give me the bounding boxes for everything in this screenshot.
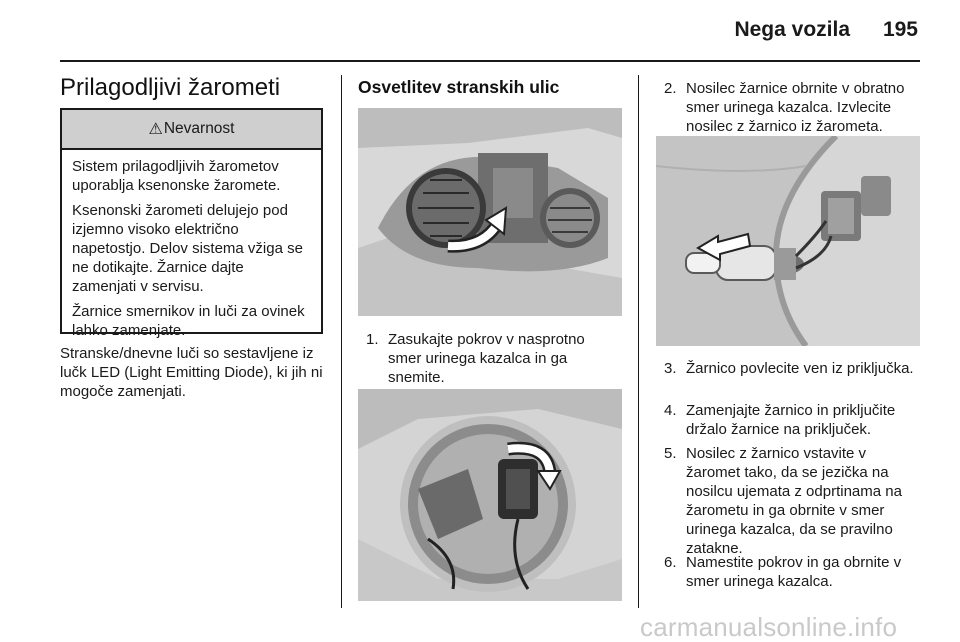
step-number: 1. xyxy=(366,331,379,348)
warning-paragraph: Ksenonski žarometi delujejo pod izjemno visoko električno napetostjo. Delov sistema vžiga se ne dotikajte. Žarnice dajte zamenjati v servisu. xyxy=(72,202,303,295)
watermark: carmanualsonline.info xyxy=(640,612,898,642)
header-section-title: Nega vozila xyxy=(734,18,850,41)
step-number: 4. xyxy=(664,402,677,419)
step-text: Namestite pokrov in ga obrnite v smer urinega kazalca. xyxy=(686,554,902,590)
instruction-step-2 xyxy=(664,79,920,136)
page-number: 195 xyxy=(882,18,918,41)
step-number: 3. xyxy=(664,360,677,377)
column-divider-1 xyxy=(341,75,342,608)
bulb-removal-illustration xyxy=(656,136,920,346)
step-number: 6. xyxy=(664,554,677,571)
instruction-step-4 xyxy=(664,401,920,439)
bulb-holder-illustration xyxy=(358,389,622,601)
warning-paragraph: Sistem prilagodljivih žarometov uporablja ksenonske žaromete. xyxy=(72,158,281,194)
photo-headlamp-cover xyxy=(358,108,622,316)
warning-heading-label: Nevarnost xyxy=(163,120,235,137)
headlamp-cover-illustration xyxy=(358,108,622,316)
column-divider-2 xyxy=(638,75,639,608)
body-paragraph-led: Stranske/dnevne luči so sestavljene iz lučk LED (Light Emitting Diode), ki jih ni mogoče zamenjati. xyxy=(60,345,323,400)
step-text: Zasukajte pokrov v nasprotno smer urinega kazalca in ga snemite. xyxy=(388,331,585,386)
instruction-step-5 xyxy=(664,444,920,558)
instruction-step-6 xyxy=(664,553,920,591)
step-text: Žarnico povlecite ven iz priključka. xyxy=(686,360,914,377)
warning-paragraph: Žarnice smernikov in luči za ovinek lahko zamenjate. xyxy=(72,303,305,339)
step-text: Nosilec žarnice obrnite v obratno smer urinega kazalca. Izvlecite nosilec z žarnico iz žarometa. xyxy=(686,80,905,135)
step-number: 5. xyxy=(664,445,677,462)
warning-body xyxy=(62,150,321,340)
header-rule xyxy=(60,60,920,62)
instruction-step-1 xyxy=(366,330,622,387)
section-title-adaptive-headlights: Prilagodljivi žarometi xyxy=(60,74,281,101)
step-text: Nosilec z žarnico vstavite v žaromet tako, da se jezička na nosilcu ujemata z odprtinama na žarometu in ga obrnite v smer urinega kazalca, da se pravilno zatakne. xyxy=(686,445,902,557)
photo-bulb-removal xyxy=(656,136,920,346)
warning-triangle-icon: ⚠ xyxy=(148,121,163,138)
step-text: Zamenjajte žarnico in priključite držalo žarnice na priključek. xyxy=(686,402,896,438)
photo-bulb-holder xyxy=(358,389,622,601)
step-number: 2. xyxy=(664,80,677,97)
danger-warning-box xyxy=(60,108,323,339)
section-title-cornering-light: Osvetlitev stranskih ulic xyxy=(358,77,560,97)
instruction-step-3 xyxy=(664,359,920,378)
warning-heading xyxy=(62,110,321,150)
